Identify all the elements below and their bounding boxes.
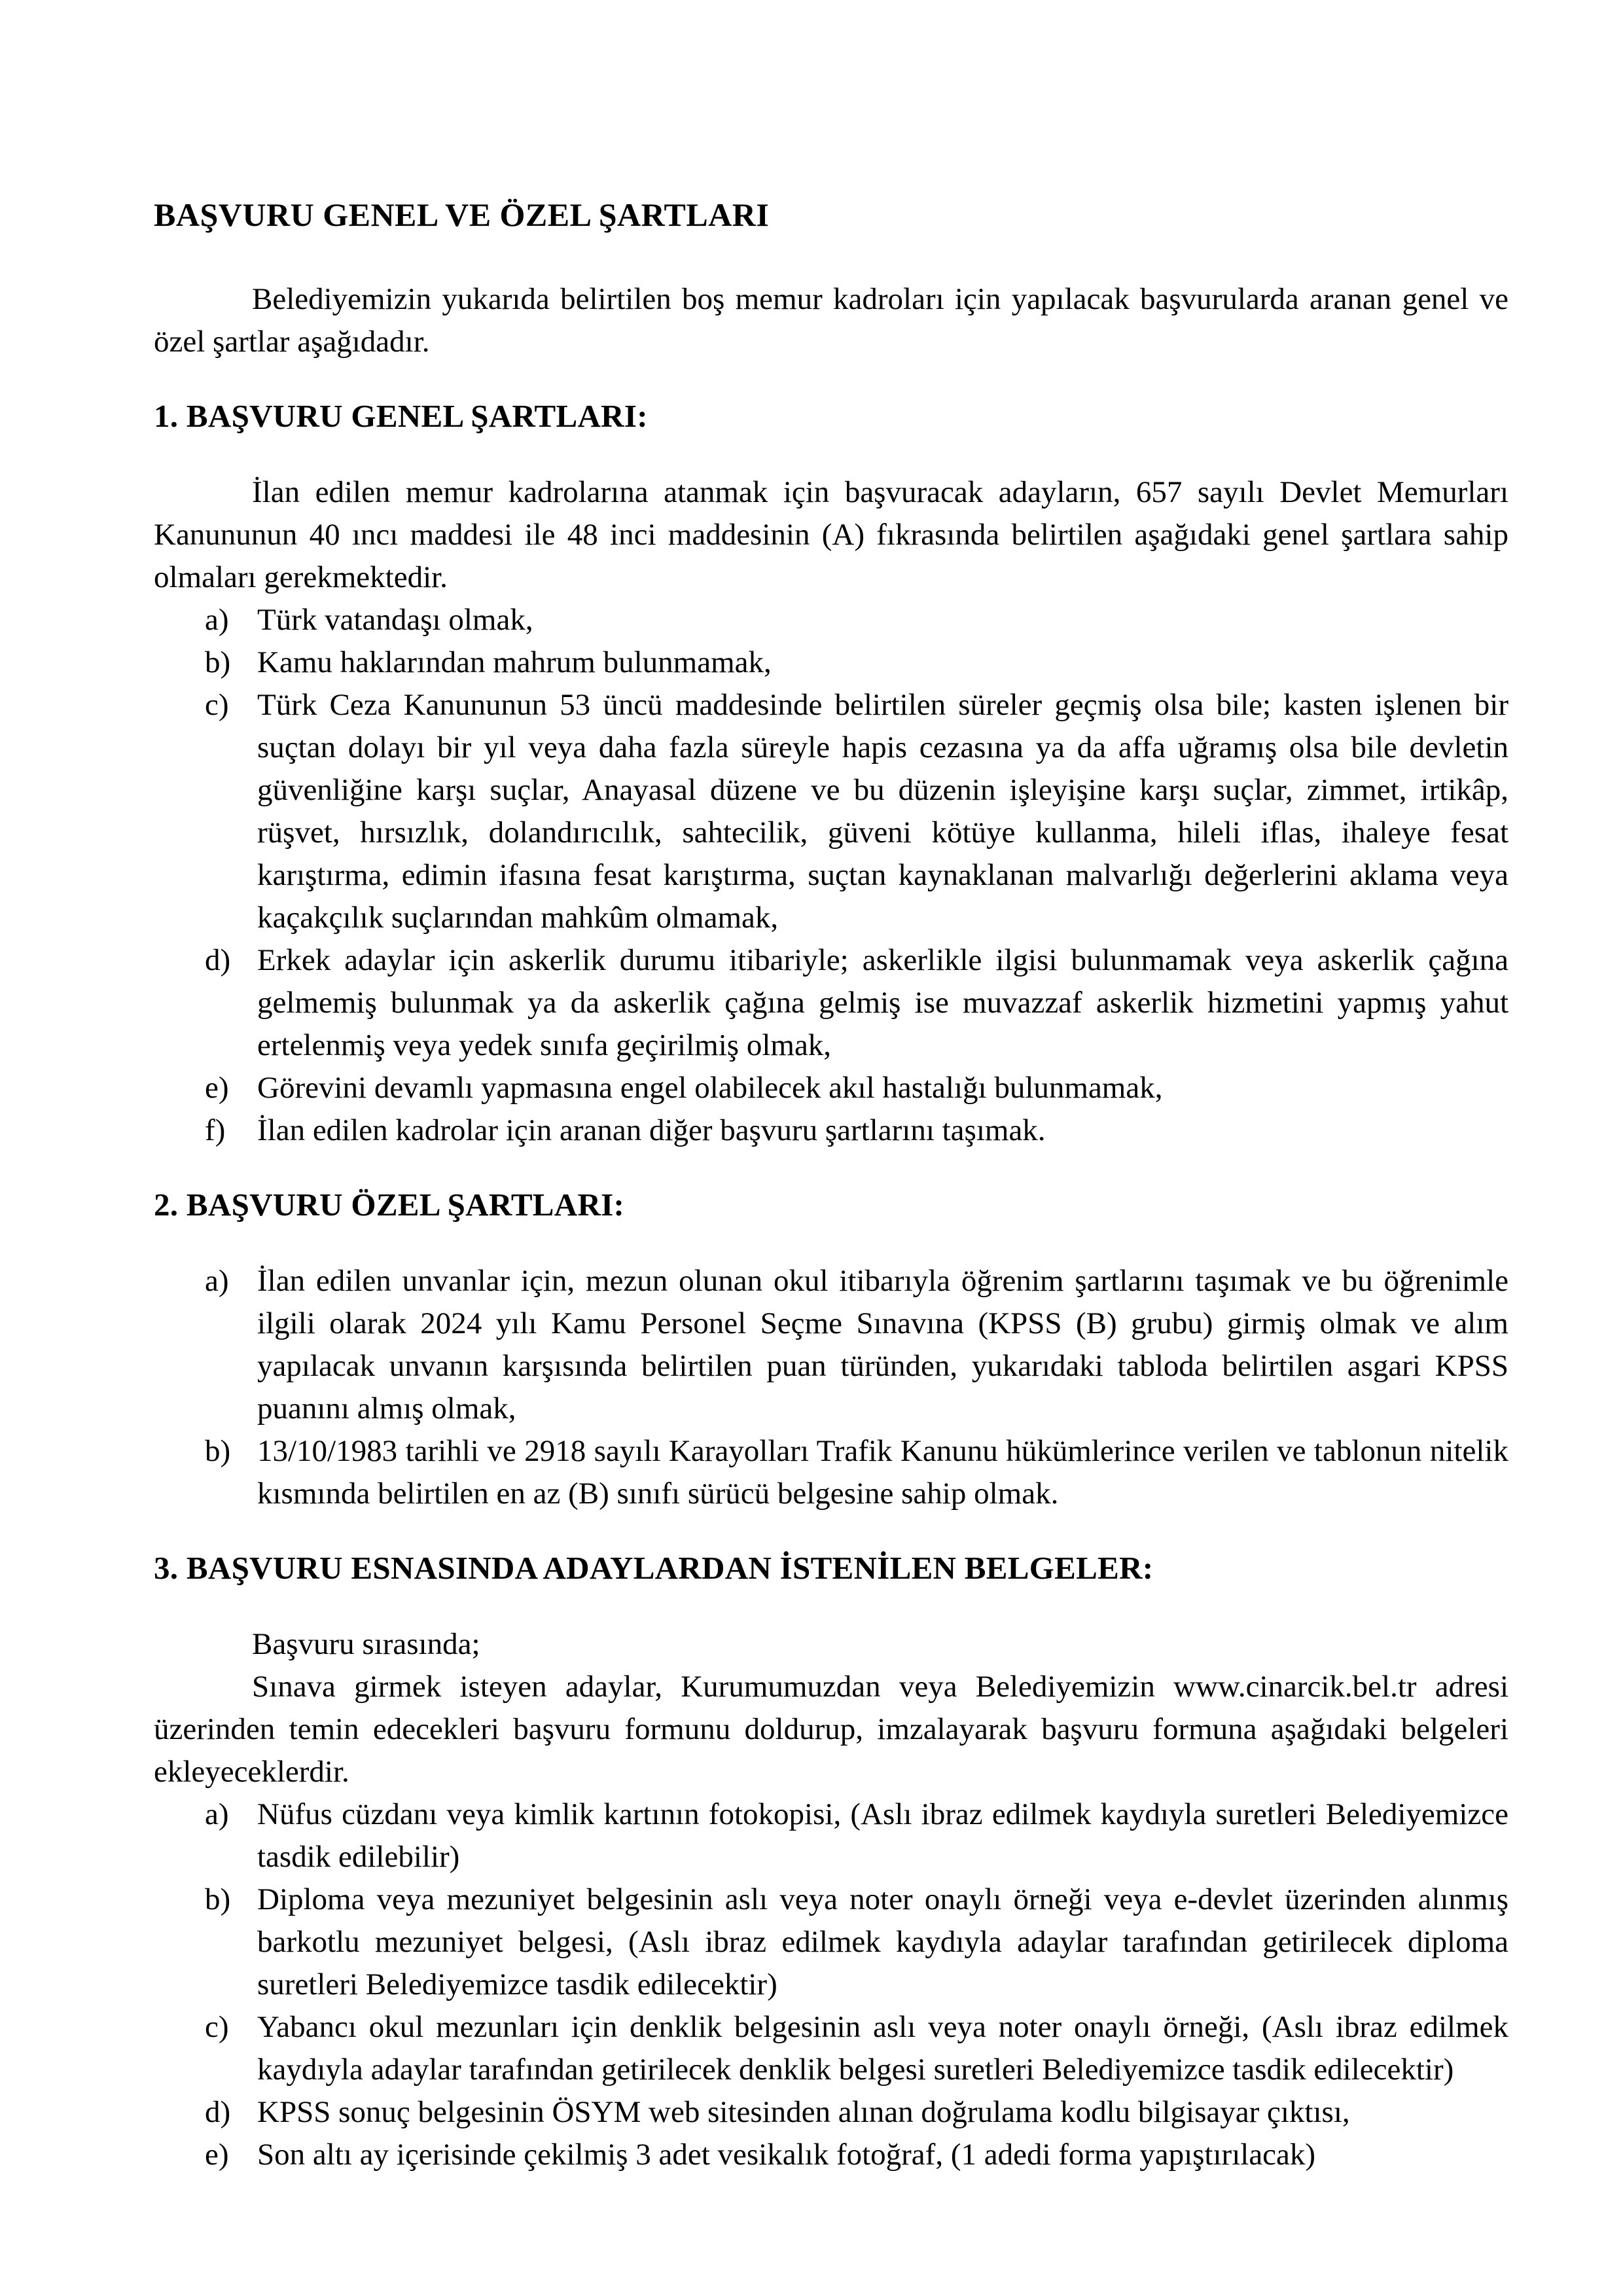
item-marker: e): [205, 1071, 229, 1105]
item-marker: e): [205, 2138, 229, 2172]
item-marker: a): [205, 1264, 229, 1298]
list-item: [154, 2091, 1508, 2134]
item-marker: d): [205, 943, 231, 977]
item-marker: a): [205, 603, 229, 637]
list-item: [154, 939, 1508, 1067]
intro-paragraph: Belediyemizin yukarıda belirtilen boş memur kadroları için yapılacak başvurularda aranan genel ve özel şartlar aşağıdadır.: [154, 282, 1508, 359]
item-text: 13/10/1983 tarihli ve 2918 sayılı Karayolları Trafik Kanunu hükümlerince verilen ve tablonun nitelik kısmında belirtilen en az (B) sınıfı sürücü belgesine sahip olmak.: [257, 1434, 1508, 1511]
list-item: [154, 1793, 1508, 1878]
section-required-documents: [154, 1547, 1508, 2176]
item-text: Nüfus cüzdanı veya kimlik kartının fotokopisi, (Aslı ibraz edilmek kaydıyla suretleri Belediyemizce tasdik edilebilir): [257, 1797, 1508, 1874]
list-item: [154, 1878, 1508, 2006]
item-text: Erkek adaylar için askerlik durumu itibariyle; askerlikle ilgisi bulunmamak veya askerlik çağına gelmemiş bulunmak ya da askerlik çağına gelmiş ise muvazzaf askerlik hizmetini yapmış yahut ertelenmiş veya yedek sınıfa geçirilmiş olmak,: [257, 943, 1508, 1062]
list-item: [154, 2006, 1508, 2091]
section-1-list: [154, 599, 1508, 1152]
item-text: Türk vatandaşı olmak,: [257, 603, 533, 637]
item-marker: c): [205, 688, 229, 722]
item-text: Kamu haklarından mahrum bulunmamak,: [257, 645, 772, 679]
section-3-heading: 3. BAŞVURU ESNASINDA ADAYLARDAN İSTENİLEN BELGELER:: [154, 1550, 1154, 1586]
item-marker: a): [205, 1797, 229, 1831]
item-marker: b): [205, 1434, 231, 1468]
item-text: İlan edilen kadrolar için aranan diğer başvuru şartlarını taşımak.: [257, 1113, 1046, 1147]
document-title: BAŞVURU GENEL VE ÖZEL ŞARTLARI: [154, 196, 770, 233]
list-item: [154, 1067, 1508, 1109]
section-2-heading: 2. BAŞVURU ÖZEL ŞARTLARI:: [154, 1187, 625, 1223]
item-marker: b): [205, 645, 231, 679]
section-3-list: [154, 1793, 1508, 2176]
item-text: İlan edilen unvanlar için, mezun olunan okul itibarıyla öğrenim şartlarını taşımak ve bu öğrenimle ilgili olarak 2024 yılı Kamu Personel Seçme Sınavına (KPSS (B) grubu) girmiş olmak ve alım yapılacak unvanın karşısında belirtilen puan türünden, yukarıdaki tabloda belirtilen asgari KPSS puanını almış olmak,: [257, 1264, 1508, 1426]
list-item: [154, 599, 1508, 641]
list-item: [154, 1430, 1508, 1515]
item-text: Türk Ceza Kanununun 53 üncü maddesinde belirtilen süreler geçmiş olsa bile; kasten işlenen bir suçtan dolayı bir yıl veya daha fazla süreyle hapis cezasına ya da affa uğramış olsa bile devletin güvenliğine karşı suçlar, Anayasal düzene ve bu düzenin işleyişine karşı suçlar, zimmet, irtikâp, rüşvet, hırsızlık, dolandırıcılık, sahtecilik, güveni kötüye kullanma, hileli iflas, ihaleye fesat karıştırma, edimin ifasına fesat karıştırma, suçtan kaynaklanan malvarlığı değerlerini aklama veya kaçakçılık suçlarından mahkûm olmamak,: [257, 688, 1508, 935]
list-item: [154, 2134, 1508, 2176]
item-marker: c): [205, 2010, 229, 2044]
section-general-requirements: [154, 395, 1508, 1152]
list-item: [154, 641, 1508, 684]
item-marker: d): [205, 2095, 231, 2129]
section-special-requirements: [154, 1183, 1508, 1515]
list-item: [154, 1260, 1508, 1430]
item-marker: b): [205, 1882, 231, 1916]
list-item: [154, 1109, 1508, 1152]
item-text: Son altı ay içerisinde çekilmiş 3 adet vesikalık fotoğraf, (1 adedi forma yapıştırılacak): [257, 2138, 1316, 2172]
section-1-intro: İlan edilen memur kadrolarına atanmak için başvuracak adayların, 657 sayılı Devlet Memurları Kanununun 40 ıncı maddesi ile 48 inci maddesinin (A) fıkrasında belirtilen aşağıdaki genel şartlara sahip olmaları gerekmektedir.: [154, 475, 1508, 594]
section-1-heading: 1. BAŞVURU GENEL ŞARTLARI:: [154, 398, 648, 434]
section-2-list: [154, 1260, 1508, 1515]
item-text: Diploma veya mezuniyet belgesinin aslı veya noter onaylı örneği veya e-devlet üzerinden alınmış barkotlu mezuniyet belgesi, (Aslı ibraz edilmek kaydıyla adaylar tarafından getirilecek diploma suretleri Belediyemizce tasdik edilecektir): [257, 1882, 1508, 2001]
item-marker: f): [205, 1113, 226, 1147]
list-item: [154, 684, 1508, 939]
section-3-intro-line-2: Sınava girmek isteyen adaylar, Kurumumuzdan veya Belediyemizin www.cinarcik.bel.tr adresi üzerinden temin edecekleri başvuru formunu doldurup, imzalayarak başvuru formuna aşağıdaki belgeleri ekleyeceklerdir.: [154, 1670, 1508, 1789]
item-text: KPSS sonuç belgesinin ÖSYM web sitesinden alınan doğrulama kodlu bilgisayar çıktısı,: [257, 2095, 1350, 2129]
section-3-intro-line-1: Başvuru sırasında;: [252, 1627, 480, 1661]
item-text: Yabancı okul mezunları için denklik belgesinin aslı veya noter onaylı örneği, (Aslı ibraz edilmek kaydıyla adaylar tarafından getirilecek denklik belgesi suretleri Belediyemizce tasdik edilecektir): [257, 2010, 1508, 2087]
item-text: Görevini devamlı yapmasına engel olabilecek akıl hastalığı bulunmamak,: [257, 1071, 1163, 1105]
